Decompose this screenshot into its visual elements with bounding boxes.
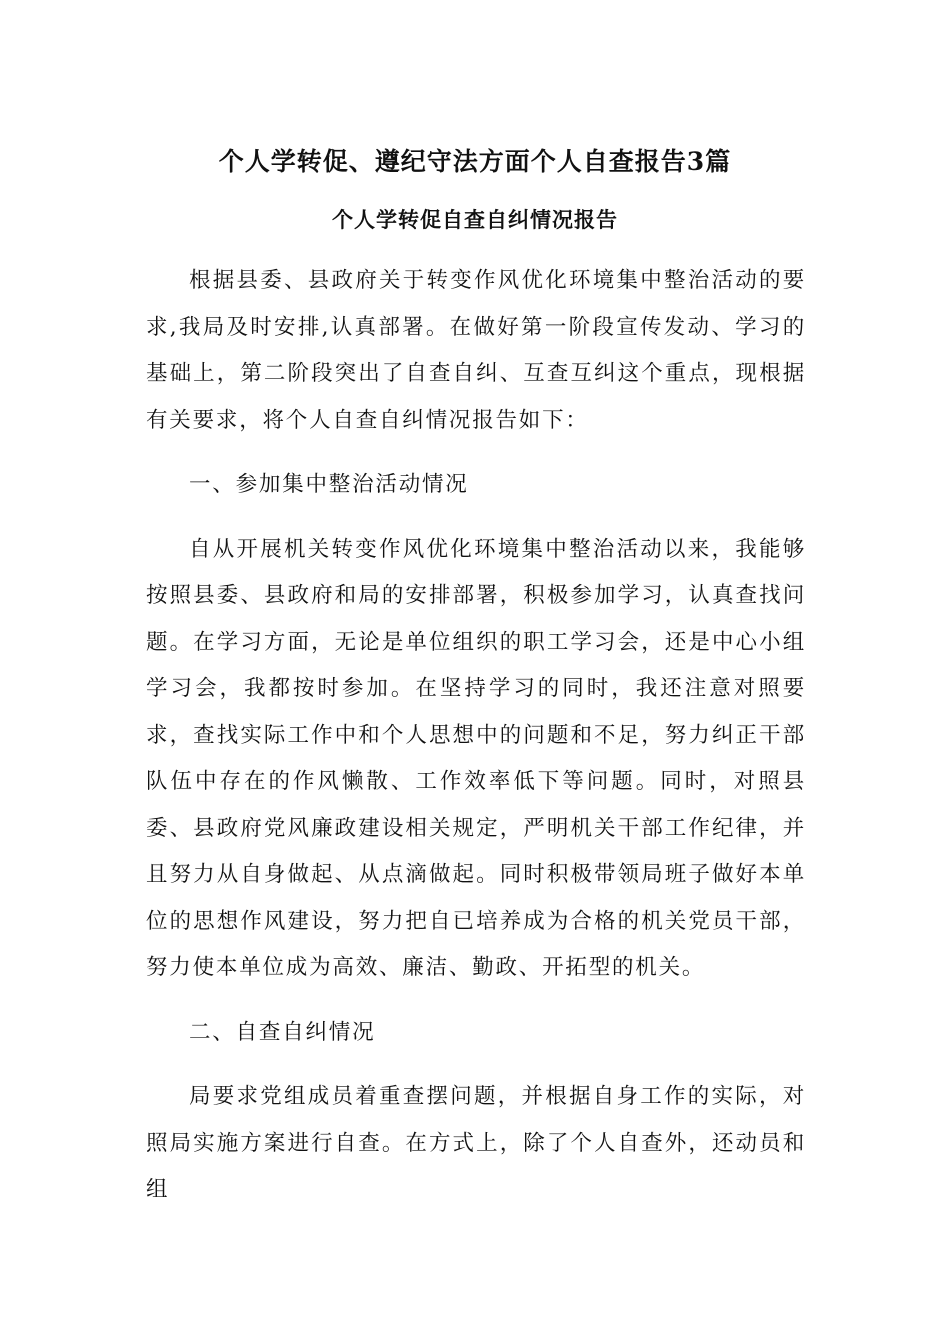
- section-heading-1: 一、参加集中整治活动情况: [189, 472, 469, 497]
- document-subtitle: 个人学转促自查自纠情况报告: [332, 207, 618, 232]
- section-2-paragraph: 局要求党组成员着重查摆问题，并根据自身工作的实际，对照局实施方案进行自查。在方式上，除了个人自查外，还动员和组: [146, 1084, 806, 1202]
- document-title: 个人学转促、遵纪守法方面个人自查报告3篇: [218, 147, 732, 176]
- section-1-paragraph: 自从开展机关转变作风优化环境集中整治活动以来，我能够按照县委、县政府和局的安排部署，积极参加学习，认真查找问题。在学习方面，无论是单位组织的职工学习会，还是中心小组学习会，我都按时参加。在坚持学习的同时，我还注意对照要求，查找实际工作中和个人思想中的问题和不足，努力纠正干部队伍中存在的作风懒散、工作效率低下等问题。同时，对照县委、县政府党风廉政建设相关规定，严明机关干部工作纪律，并且努力从自身做起、从点滴做起。同时积极带领局班子做好本单位的思想作风建设，努力把自已培养成为合格的机关党员干部，努力使本单位成为高效、廉洁、勤政、开拓型的机关。: [146, 536, 806, 980]
- document-body: [146, 258, 806, 1232]
- section-heading-2: 二、自查自纠情况: [189, 1019, 376, 1045]
- intro-paragraph: 根据县委、县政府关于转变作风优化环境集中整治活动的要求,我局及时安排,认真部署。在做好第一阶段宣传发动、学习的基础上，第二阶段突出了自查自纠、互查互纠这个重点，现根据有关要求，将个人自查自纠情况报告如下：: [146, 268, 806, 433]
